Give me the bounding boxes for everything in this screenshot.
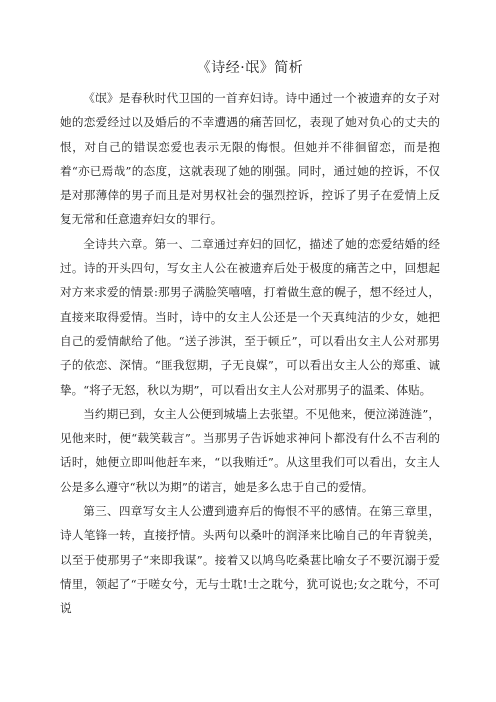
paragraph-1: 《氓》是春秋时代卫国的一首弃妇诗。诗中通过一个被遗弃的女子对她的恋爱经过以及婚后的不幸遭遇的痛苦回忆，表现了她对负心的丈夫的恨，对自己的错误恋爱也表示无限的悔恨。但她并不徘徊留恋，而是抱着“亦已焉哉”的态度，这就表现了她的刚强。同时，通过她的控诉，不仅是对那薄倖的男子而且是对男权社会的强烈控诉，控诉了男子在爱情上反复无常和任意遗弃妇女的罪行。	[60, 91, 440, 227]
paragraph-3: 当约期已到，女主人公便到城墙上去张望。不见他来，便泣涕涟涟”，见他来时，便“载笑载言”。当那男子告诉她求神问卜都没有什么不吉利的话时，她便立即叫他赶车来，“以我贿迁”。从这里我们可以看出，女主人公是多么遵守“秋以为期”的诺言，她是多么忠于自己的爱情。	[60, 406, 440, 494]
paragraph-4: 第三、四章写女主人公遭到遗弃后的悔恨不平的感情。在第三章里，诗人笔锋一转，直接抒情。头两句以桑叶的润泽来比喻自己的年青貌美，以至于使那男子“来即我谋”。接着又以鸠鸟吃桑葚比喻女子不要沉溺于爱情里，领起了“于嗟女兮，无与士耽!士之耽兮，犹可说也;女之耽兮，不可说	[60, 504, 440, 616]
document-title: 《诗经·氓》简析	[196, 60, 304, 76]
paragraph-2: 全诗共六章。第一、二章通过弃妇的回忆，描述了她的恋爱结婚的经过。诗的开头四句，写女主人公在被遗弃后处于极度的痛苦之中，回想起对方来求爱的情景:那男子满脸笑嘻嘻，打着做生意的幌子，想不经过人，直接来取得爱情。当时，诗中的女主人公还是一个天真纯洁的少女，她把自己的爱情献给了他。“送子涉淇，至于顿丘”，可以看出女主人公对那男子的依恋、深情。“匪我愆期，子无良媒”，可以看出女主人公的郑重、诚挚。“将子无怒，秋以为期”，可以看出女主人公对那男子的温柔、体贴。	[60, 236, 440, 397]
document-page	[60, 58, 440, 621]
